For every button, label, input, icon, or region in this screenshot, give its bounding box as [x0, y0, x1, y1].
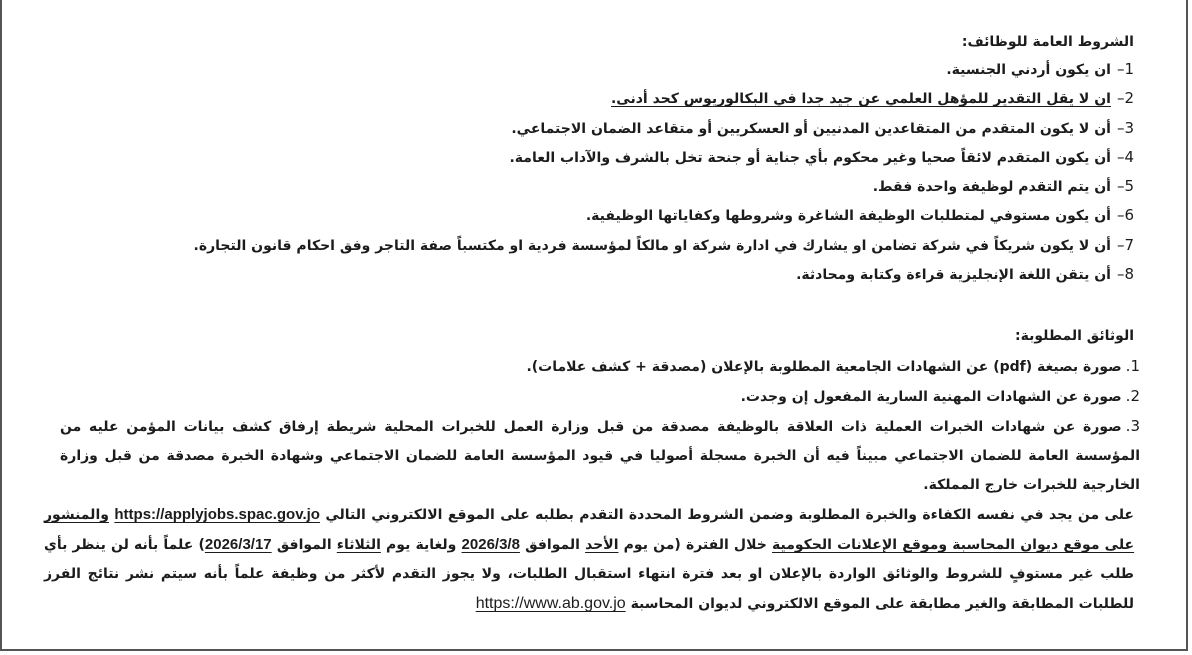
condition-item: 4–أن يكون المتقدم لائقاً صحيا وغير محكوم بأي جناية أو جنحة تخل بالشرف والآداب العامة. — [509, 147, 1134, 166]
condition-item: 8–أن يتقن اللغة الإنجليزية قراءة وكتابة ومحادثة. — [796, 265, 1134, 284]
ab-gov-link[interactable]: https://www.ab.gov.jo — [475, 595, 626, 612]
document-item: 1.صورة بصيغة (pdf) عن الشهادات الجامعية المطلوبة بالإعلان (مصدقة + كشف علامات). — [526, 357, 1140, 375]
condition-item: 2–ان لا يقل التقدير للمؤهل العلمي عن جيد جدا في البكالوريوس كحد أدنى. — [610, 89, 1134, 108]
applyjobs-link[interactable]: https://applyjobs.spac.gov.jo — [114, 506, 320, 523]
condition-item: 6–أن يكون مستوفي لمتطلبات الوظيفة الشاغرة وشروطها وكفاياتها الوظيفية. — [585, 206, 1134, 225]
end-date: 2026/3/17 — [204, 536, 272, 553]
start-date: 2026/3/8 — [461, 536, 520, 553]
condition-item: 5–أن يتم التقدم لوظيفة واحدة فقط. — [872, 177, 1134, 196]
condition-item: 1–ان يكون أردني الجنسية. — [946, 60, 1134, 78]
condition-item: 7–أن لا يكون شريكاً في شركة تضامن او يشارك في ادارة شركة او مالكاً لمؤسسة فردية او مكتسباً صفة التاجر وفق احكام قانون التجارة. — [193, 235, 1134, 254]
document-item: 3.صورة عن شهادات الخبرات العملية ذات العلاقة بالوظيفة مصدقة من قبل وزارة العمل للخبرات المحلية شريطة إرفاق كشف بيانات المؤمن عليه من المؤسسة العامة للضمان الاجتماعي مبيناً فيه أن الخبرة مسجلة أصوليا في قيود المؤسسة العامة للضمان الاجتماعي وشهادة الخبرة مصدقة من قبل وزارة الخارجية للخبرات خارج المملكة. — [60, 417, 1140, 493]
closing-paragraph: على من يجد في نفسه الكفاءة والخبرة المطلوبة وضمن الشروط المحددة التقدم بطلبه على الموقع الالكتروني التالي https://applyjobs.spac.gov.jo والمنشور على موقع ديوان المحاسبة وموقع الإعلانات الحكومية خلال الفترة (من يوم الأحد الموافق 2026/3/8 ولغاية يوم الثلاثاء الموافق 2026/3/17) علماً بأنه لن ينظر بأي طلب غير مستوفٍ للشروط والوثائق الواردة بالإعلان او بعد فترة انتهاء استقبال الطلبات، ولا يجوز التقدم لأكثر من وظيفة علماً بأنه سيتم نشر نتائج الفرز للطلبات المطابقة والغير مطابقة على الموقع الالكتروني لديوان المحاسبة https://www.ab.gov.jo — [44, 506, 1135, 612]
document-item: 2.صورة عن الشهادات المهنية السارية المفعول إن وجدت. — [740, 387, 1140, 405]
general-conditions-list — [54, 58, 1134, 292]
required-documents-list — [60, 352, 1140, 500]
required-documents-title: الوثائق المطلوبة: — [1014, 328, 1134, 344]
condition-item: 3–أن لا يكون المتقدم من المتقاعدين المدنيين أو العسكريين أو متقاعد الضمان الاجتماعي. — [511, 118, 1134, 137]
general-conditions-title: الشروط العامة للوظائف: — [961, 34, 1134, 50]
